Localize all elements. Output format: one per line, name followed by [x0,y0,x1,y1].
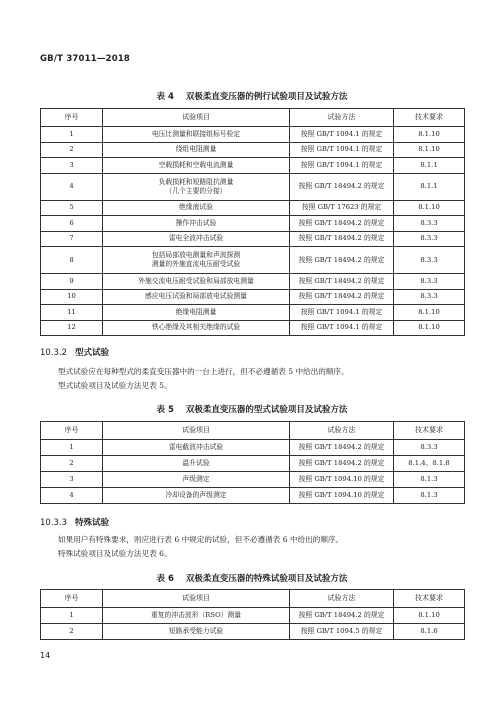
tech-requirement: 8.3.3 [394,289,465,305]
standard-code-header: GB/T 37011—2018 [40,54,131,64]
table-row [41,624,465,640]
test-method: 按照 GB/T 1094.10 的规定 [290,472,394,488]
test-method: 按照 GB/T 1094.1 的规定 [290,320,394,336]
test-method: 按照 GB/T 1094.1 的规定 [290,305,394,321]
test-item: 感应电压试验和局部放电试验测量 [103,289,290,305]
test-item [103,247,290,274]
row-number: 2 [41,624,103,640]
table6-header-method: 试验方法 [290,590,394,608]
tech-requirement: 8.3.3 [394,231,465,247]
tech-requirement: 8.3.3 [394,440,465,456]
test-item-line: 负载损耗和短路阻抗测量 [158,177,234,186]
table6-header-req: 技术要求 [394,590,465,608]
table-row [41,440,465,456]
table6 [40,589,465,640]
test-item: 空载损耗和空载电流测量 [103,158,290,174]
table5-caption [40,403,464,415]
table4 [40,108,465,336]
tech-requirement: 8.1.4、8.1.8 [394,456,465,472]
table5-header-method: 试验方法 [290,422,394,440]
tech-requirement: 8.3.3 [394,247,465,274]
table-row [41,231,465,247]
table-row [41,142,465,158]
test-item: 绝缘液试验 [103,200,290,216]
test-item: 电压比测量和联接组标号检定 [103,127,290,143]
tech-requirement: 8.1.1 [394,173,465,200]
section-title: 型式试验 [75,348,110,358]
test-method: 按照 GB/T 1094.1 的规定 [290,158,394,174]
test-method: 按照 GB/T 18494.2 的规定 [290,247,394,274]
table-row [41,289,465,305]
test-item: 温升试验 [103,456,290,472]
row-number: 8 [41,247,103,274]
page-number: 14 [40,651,51,660]
row-number: 3 [41,158,103,174]
table4-header-method: 试验方法 [290,109,394,127]
table-row [41,216,465,232]
table6-header-row [41,590,465,608]
tech-requirement: 8.1.10 [394,320,465,336]
row-number: 7 [41,231,103,247]
table5-header-row [41,422,465,440]
test-method: 按照 GB/T 1094.1 的规定 [290,142,394,158]
table4-header-req: 技术要求 [394,109,465,127]
table6-title: 双极柔直变压器的特殊试验项目及试验方法 [185,574,348,584]
test-method: 按照 GB/T 18494.2 的规定 [290,231,394,247]
table5-number: 表 5 [156,405,174,415]
row-number: 2 [41,456,103,472]
row-number: 4 [41,173,103,200]
tech-requirement: 8.1.3 [394,472,465,488]
test-method: 按照 GB/T 18494.2 的规定 [290,274,394,290]
table6-caption [40,572,464,584]
tech-requirement: 8.1.6 [394,624,465,640]
table4-header-row [41,109,465,127]
table6-number: 表 6 [156,574,174,584]
test-item: 声级测定 [103,472,290,488]
tech-requirement: 8.1.10 [394,127,465,143]
tech-requirement: 8.1.1 [394,158,465,174]
tech-requirement: 8.3.3 [394,274,465,290]
tech-requirement: 8.1.10 [394,142,465,158]
tech-requirement: 8.1.3 [394,488,465,504]
table5 [40,421,465,504]
test-method: 按照 GB/T 18494.2 的规定 [290,289,394,305]
tech-requirement: 8.1.10 [394,305,465,321]
test-item: 短路承受能力试验 [103,624,290,640]
test-method: 按照 GB/T 18494.2 的规定 [290,608,394,624]
test-method: 按照 GB/T 1094.1 的规定 [290,127,394,143]
row-number: 1 [41,127,103,143]
table-row [41,320,465,336]
section-10-3-2-paragraph-2: 型式试验项目及试验方法见表 5。 [58,381,172,390]
test-item-line: （几个主要的分接） [165,186,227,195]
test-item: 冷却设备的声级测定 [103,488,290,504]
table-row [41,274,465,290]
table5-header-req: 技术要求 [394,422,465,440]
test-item: 重复的冲击波形（RSO）测量 [103,608,290,624]
section-heading-10-3-3 [40,516,109,528]
test-method: 按照 GB/T 18494.2 的规定 [290,440,394,456]
table-row [41,456,465,472]
row-number: 4 [41,488,103,504]
tech-requirement: 8.3.3 [394,216,465,232]
table4-caption [40,90,464,102]
test-item: 雷电截波冲击试验 [103,440,290,456]
table5-header-item: 试验项目 [103,422,290,440]
test-item: 雷电全波冲击试验 [103,231,290,247]
row-number: 12 [41,320,103,336]
test-item: 绕组电阻测量 [103,142,290,158]
table-row [41,305,465,321]
table-row [41,472,465,488]
table4-header-item: 试验项目 [103,109,290,127]
section-number: 10.3.3 [40,518,68,528]
tech-requirement: 8.1.10 [394,608,465,624]
table4-header-no: 序号 [41,109,103,127]
section-10-3-3-paragraph-2: 特殊试验项目及试验方法见表 6。 [58,549,172,558]
table-row [41,173,465,200]
table-row [41,127,465,143]
row-number: 1 [41,440,103,456]
table-row [41,247,465,274]
test-item: 外施交流电压耐受试验和局部放电测量 [103,274,290,290]
row-number: 9 [41,274,103,290]
row-number: 10 [41,289,103,305]
test-method: 按照 GB/T 18494.2 的规定 [290,173,394,200]
test-item: 操作冲击试验 [103,216,290,232]
test-item: 绝缘电阻测量 [103,305,290,321]
section-10-3-3-paragraph-1: 如果用户有特殊要求，则应进行表 6 中规定的试验，但不必遵循表 6 中给出的顺序。 [58,535,344,544]
test-item: 铁心绝缘及其相关绝缘的试验 [103,320,290,336]
row-number: 5 [41,200,103,216]
table6-header-no: 序号 [41,590,103,608]
table5-header-no: 序号 [41,422,103,440]
test-method: 按照 GB/T 18494.2 的规定 [290,216,394,232]
row-number: 3 [41,472,103,488]
table5-title: 双极柔直变压器的型式试验项目及试验方法 [185,405,348,415]
test-method: 按照 GB/T 1094.5 的规定 [290,624,394,640]
test-item [103,173,290,200]
tech-requirement: 8.1.10 [394,200,465,216]
table-row [41,200,465,216]
test-method: 按照 GB/T 18494.2 的规定 [290,456,394,472]
test-item-line: 测量的外施直流电压耐受试验 [151,260,241,268]
test-method: 按照 GB/T 1094.10 的规定 [290,488,394,504]
table-row [41,488,465,504]
row-number: 11 [41,305,103,321]
section-heading-10-3-2 [40,346,109,358]
table-row [41,608,465,624]
table4-number: 表 4 [156,92,174,102]
section-title: 特殊试验 [75,518,110,528]
table-row [41,158,465,174]
section-number: 10.3.2 [40,348,68,358]
test-method: 按照 GB/T 17623 的规定 [290,200,394,216]
table4-title: 双极柔直变压器的例行试验项目及试验方法 [185,92,348,102]
test-item-line: 包括局部放电测量和声波探测 [151,251,241,260]
table6-header-item: 试验项目 [103,590,290,608]
row-number: 2 [41,142,103,158]
row-number: 1 [41,608,103,624]
section-10-3-2-paragraph-1: 型式试验应在每种型式的柔直变压器中的一台上进行，但不必遵循表 5 中给出的顺序。 [58,367,349,376]
row-number: 6 [41,216,103,232]
